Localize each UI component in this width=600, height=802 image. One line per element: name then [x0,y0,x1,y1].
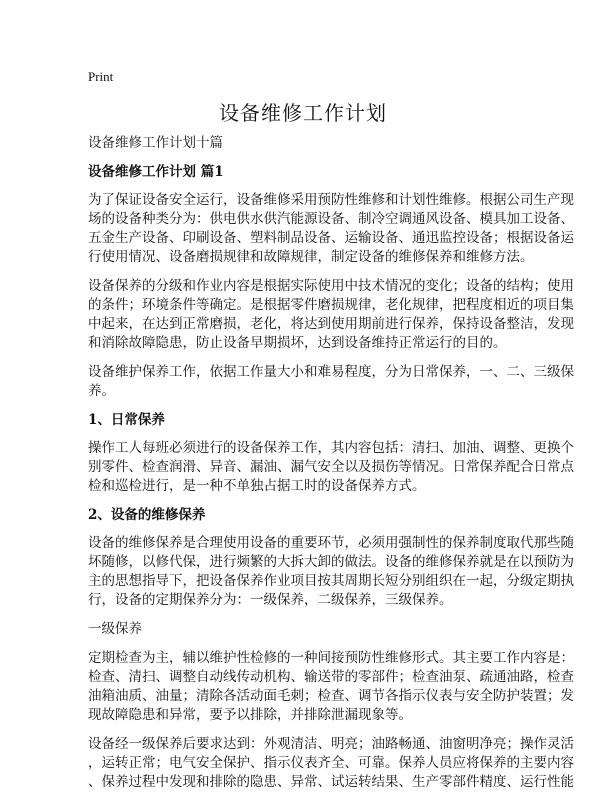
paragraph [88,363,574,401]
text-line: 设备经一级保养后要求达到：外观清洁、明亮；油路畅通、油窗明净亮；操作灵活 [88,736,574,752]
text-line: 、保养过程中发现和排除的隐患、异常、试运转结果、生产零部件精度、运行性能 [88,774,574,790]
paragraph [88,735,574,792]
document-page [88,68,574,802]
paragraph [88,649,574,725]
heading-daily-maintenance: 1、日常保养 [88,412,165,428]
text-line: 油箱油质、油量；清除各活动面毛刺；检查、调节各指示仪表与安全防护装置；发 [88,688,574,704]
text-line: 主的思想指导下，把设备保养作业项目按其周期长短分别组织在一起，分级定期执 [88,573,574,589]
text-line: 别零件、检查润滑、异音、漏油、漏气安全以及损伤等情况。日常保养配合日常点 [88,459,574,475]
paragraph [88,439,574,496]
text-line: 中起来，在达到正常磨损，老化，将达到使用期前进行保养，保持设备整洁，发现 [88,316,574,332]
text-line: 和消除故障隐患，防止设备早期损坏，达到设备维持正常运行的目的。 [88,335,507,351]
text-line: 行使用情况、设备磨损规律和故障规律，制定设备的维修保养和维修方法。 [88,249,534,265]
text-line: 坏随修，以修代保，进行频繁的大拆大卸的做法。设备的维修保养就是在以预防为 [88,554,574,570]
text-line: 定期检查为主，辅以维护性检修的一种间接预防性维修形式。其主要工作内容是： [88,650,574,666]
text-line: 检查、清扫、调整自动线传动机构、输送带的零部件；检查油泵、疏通油路，检查 [88,669,574,685]
text-line: 为了保证设备安全运行，设备维修采用预防性维修和计划性维修。根据公司生产现 [88,192,574,208]
text-line: 设备保养的分级和作业内容是根据实际使用中技术情况的变化；设备的结构；使用 [88,278,574,294]
document-subtitle: 设备维修工作计划十篇 [88,135,223,151]
text-line: 行，设备的定期保养分为：一级保养，二级保养，三级保养。 [88,592,453,608]
text-line: 检和巡检进行，是一种不单独占据工时的设备保养方式。 [88,478,426,494]
text-line: 现故障隐患和异常，要予以排除，并排除泄漏现象等。 [88,707,412,723]
text-line: ，运转正常；电气安全保护、指示仪表齐全、可靠。保养人员应将保养的主要内容 [88,755,574,771]
text-line: 操作工人每班必须进行的设备保养工作，其内容包括：清扫、加油、调整、更换个 [88,440,574,456]
paragraph [88,534,574,610]
paragraph [88,191,574,267]
print-link[interactable]: Print [88,69,114,84]
text-line: 设备的维修保养是合理使用设备的重要环节，必须用强制性的保养制度取代那些随 [88,535,574,551]
heading-repair-maintenance: 2、设备的维修保养 [88,507,206,523]
section-heading: 设备维修工作计划 篇1 [88,164,224,180]
text-line: 场的设备种类分为：供电供水供汽能源设备、制冷空调通风设备、模具加工设备、 [88,211,574,227]
text-line: 的条件；环境条件等确定。是根据零件磨损规律，老化规律，把程度相近的项目集 [88,297,574,313]
sub-heading-level-one: 一级保养 [88,621,142,637]
text-line: 设备维护保养工作，依据工作量大小和难易程度，分为日常保养，一、二、三级保 [88,364,574,380]
page-title: 设备维修工作计划 [219,101,387,125]
text-line: 养。 [88,383,115,399]
text-line: 五金生产设备、印刷设备、塑料制品设备、运输设备、通迅监控设备；根据设备运 [88,230,574,246]
paragraph [88,277,574,353]
